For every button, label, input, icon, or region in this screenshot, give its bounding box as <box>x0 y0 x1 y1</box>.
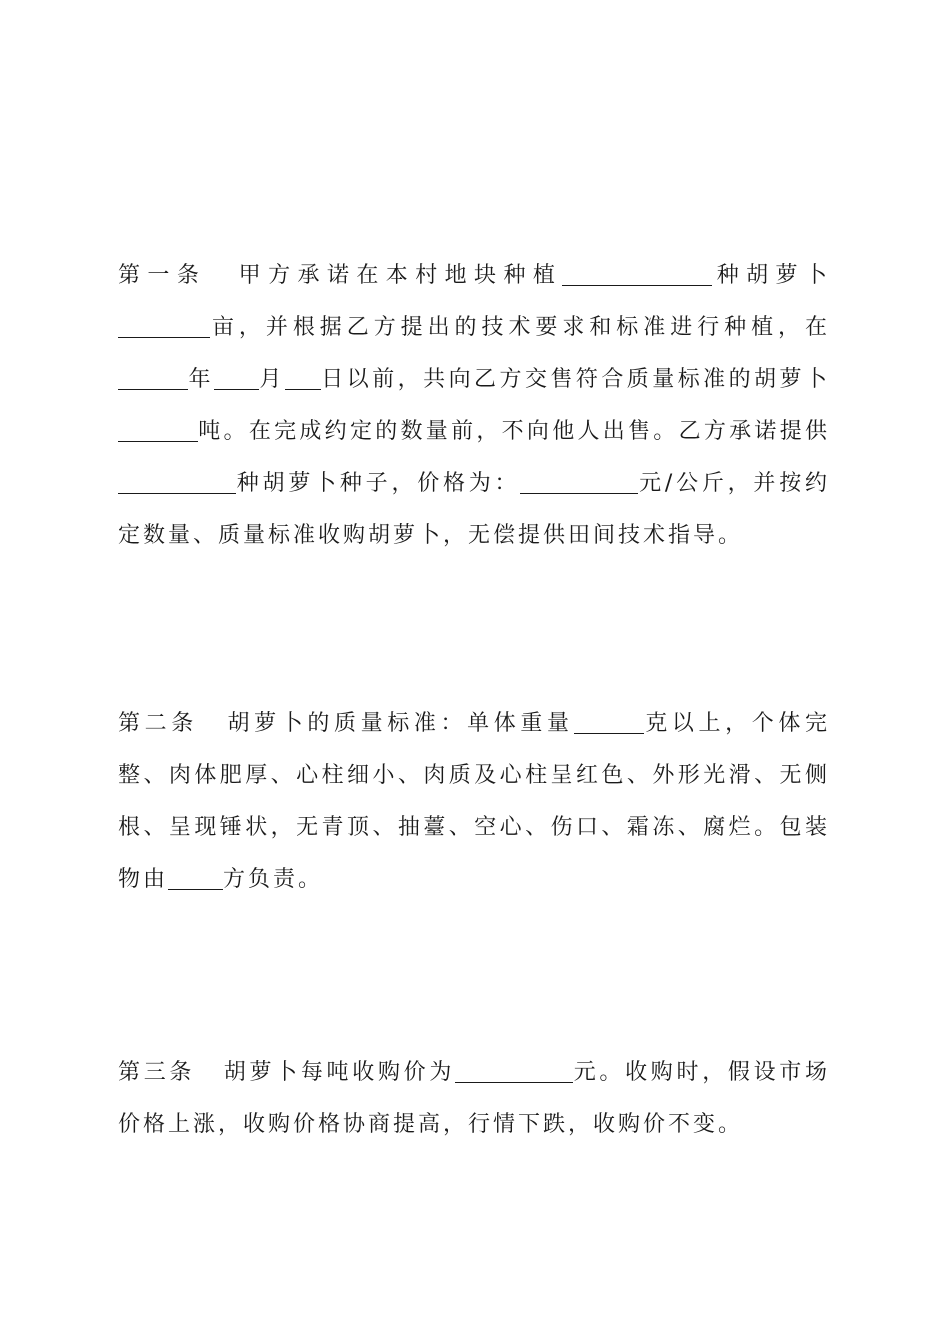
article-3-label: 第三条 <box>118 1060 196 1085</box>
blank-field[interactable] <box>118 336 210 338</box>
blank-field[interactable] <box>520 492 638 494</box>
article-1-text-7: 吨。在完成约定的数量前，不向他人出售。乙方承诺提供 <box>198 419 830 444</box>
article-2-label: 第二条 <box>118 711 198 736</box>
article-2-text-2: 克以上，个体完整、肉体肥厚、心柱细小、肉质及心柱呈红色、外形光滑、无侧根、呈现锤状，无青顶、抽薹、空心、伤口、霜冻、腐烂。包装物由 <box>118 711 830 892</box>
article-1-label: 第一条 <box>118 263 207 288</box>
article-2-text-1: 胡萝卜的质量标准：单体重量 <box>225 711 574 736</box>
blank-field[interactable] <box>214 388 259 390</box>
article-1 <box>118 250 830 562</box>
blank-field[interactable] <box>118 440 198 442</box>
article-1-text-3: 亩，并根据乙方提出的技术要求和标准进行种植，在 <box>210 315 830 340</box>
article-1-text-5: 月 <box>258 367 285 392</box>
article-1-text-6: 日以前，共向乙方交售符合质量标准的胡萝卜 <box>320 367 830 392</box>
article-3-text-1: 胡萝卜每吨收购价为 <box>223 1060 456 1085</box>
article-3 <box>118 1047 830 1151</box>
article-1-text-2: 种胡萝卜 <box>712 263 830 288</box>
article-2-text-3: 方负责。 <box>223 867 324 892</box>
article-1-text-9: 元/公斤，并按约定数量、质量标准收购胡萝卜，无偿提供田间技术指导。 <box>118 471 830 548</box>
blank-field[interactable] <box>118 388 188 390</box>
article-1-text-8: 种胡萝卜种子，价格为： <box>236 471 521 496</box>
blank-field[interactable] <box>118 492 236 494</box>
article-1-text-4: 年 <box>188 367 214 392</box>
article-3-text-2: 元。收购时，假设市场价格上涨，收购价格协商提高，行情下跌，收购价不变。 <box>118 1060 830 1137</box>
blank-field[interactable] <box>455 1081 573 1083</box>
blank-field[interactable] <box>574 732 644 734</box>
blank-field[interactable] <box>168 888 223 890</box>
blank-field[interactable] <box>285 388 321 390</box>
article-1-text-1: 甲方承诺在本村地块种植 <box>234 263 563 288</box>
article-2 <box>118 698 830 906</box>
blank-field[interactable] <box>562 284 712 286</box>
